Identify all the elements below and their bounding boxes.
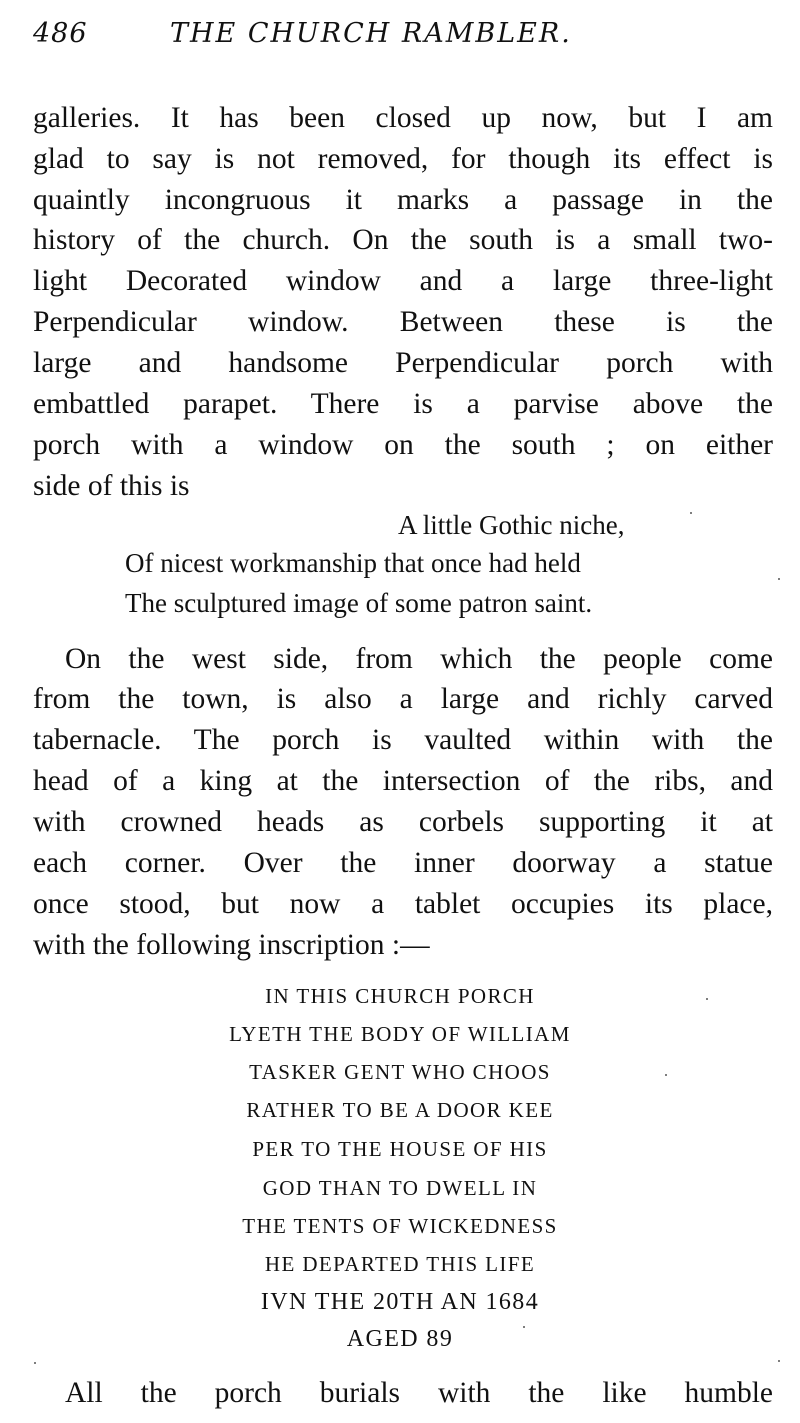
- scan-speck: [665, 1074, 667, 1076]
- text-line: quaintly incongruous it marks a passage in the: [33, 184, 773, 216]
- inscription-line: GOD THAN TO DWELL IN: [262, 1176, 538, 1200]
- text-line: each corner. Over the inner doorway a statue: [33, 847, 773, 879]
- scan-speck: [523, 1326, 525, 1328]
- inscription-line: TASKER GENT WHO CHOOS: [249, 1060, 551, 1084]
- running-header: [33, 14, 773, 58]
- inscription-line: IN THIS CHURCH PORCH: [265, 984, 535, 1008]
- text-line: Perpendicular window. Between these is the: [33, 306, 773, 338]
- text-line: tabernacle. The porch is vaulted within with the: [33, 724, 773, 756]
- scan-speck: [778, 1360, 780, 1362]
- scan-speck: [690, 512, 692, 514]
- text-line: galleries. It has been closed up now, but I am: [33, 102, 773, 134]
- text-line: glad to say is not removed, for though its effect is: [33, 143, 773, 175]
- inscription-line: LYETH THE BODY OF WILLIAM: [229, 1022, 571, 1046]
- inscription-line: AGED 89: [346, 1326, 454, 1352]
- text-line: once stood, but now a tablet occupies its place,: [33, 888, 773, 920]
- text-line: from the town, is also a large and richly carved: [33, 683, 773, 715]
- text-line: with the following inscription :—: [33, 929, 430, 961]
- text-line: On the west side, from which the people come: [65, 643, 773, 675]
- inscription-line: RATHER TO BE A DOOR KEE: [246, 1098, 554, 1122]
- verse-line: The sculptured image of some patron saint.: [125, 588, 593, 618]
- text-line: with crowned heads as corbels supporting it at: [33, 806, 773, 838]
- text-line: side of this is: [33, 470, 190, 502]
- text-line: All the porch burials with the like humble: [65, 1377, 773, 1409]
- inscription-line: HE DEPARTED THIS LIFE: [264, 1252, 536, 1276]
- text-line: embattled parapet. There is a parvise above the: [33, 388, 773, 420]
- verse-line: A little Gothic niche,: [398, 510, 625, 540]
- inscription-line: PER TO THE HOUSE OF HIS: [252, 1137, 548, 1161]
- text-line: porch with a window on the south ; on either: [33, 429, 773, 461]
- scan-speck: [778, 578, 780, 580]
- page-number: 486: [33, 18, 88, 49]
- running-title: THE CHURCH RAMBLER.: [170, 18, 572, 49]
- text-line: large and handsome Perpendicular porch with: [33, 347, 773, 379]
- text-line: history of the church. On the south is a small two-: [33, 224, 773, 256]
- inscription-line: IVN THE 20TH AN 1684: [260, 1289, 540, 1315]
- text-line: head of a king at the intersection of the ribs, and: [33, 765, 773, 797]
- text-line: light Decorated window and a large three-light: [33, 265, 773, 297]
- verse-line: Of nicest workmanship that once had held: [125, 548, 581, 578]
- scan-speck: [706, 998, 708, 1000]
- scan-speck: [34, 1362, 36, 1364]
- inscription-line: THE TENTS OF WICKEDNESS: [242, 1214, 558, 1238]
